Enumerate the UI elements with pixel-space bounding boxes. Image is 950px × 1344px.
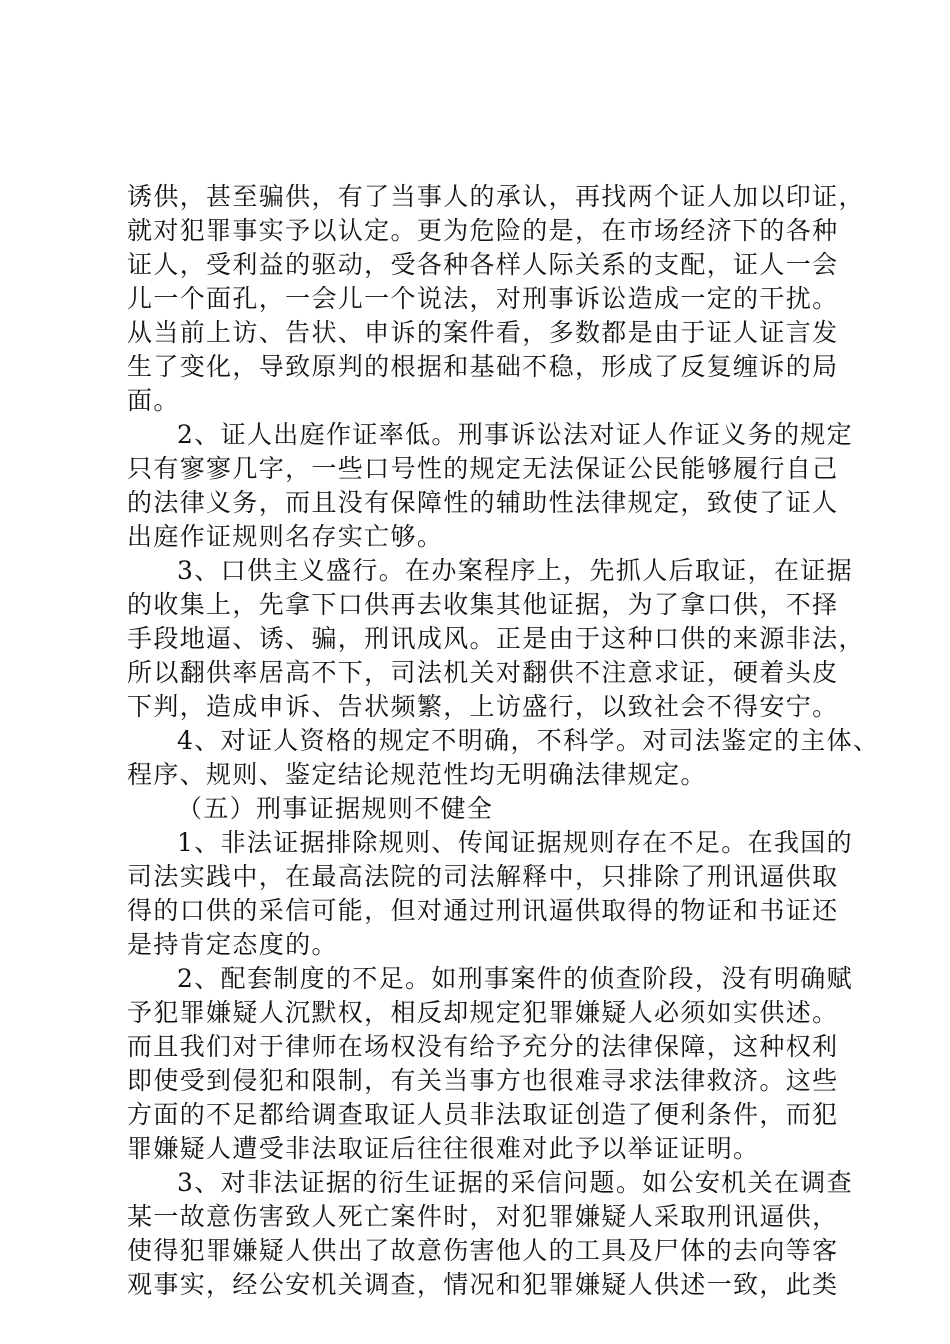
text-line: 面。 (127, 386, 180, 415)
text-line: 的法律义务，而且没有保障性的辅助性法律规定，致使了证人 (127, 488, 839, 517)
paragraph-start-line: 2、证人出庭作证率低。刑事诉讼法对证人作证义务的规定 (177, 420, 854, 449)
paragraph-start-line: 4、对证人资格的规定不明确，不科学。对司法鉴定的主体、 (177, 726, 880, 755)
text-line: 司法实践中，在最高法院的司法解释中，只排除了刑讯逼供取 (127, 862, 839, 891)
text-line: 予犯罪嫌疑人沉默权，相反却规定犯罪嫌疑人必须如实供述。 (127, 998, 839, 1027)
text-line: 从当前上访、告状、申诉的案件看，多数都是由于证人证言发 (127, 318, 839, 347)
text-line: 手段地逼、诱、骗，刑讯成风。正是由于这种口供的来源非法， (127, 624, 865, 653)
text-line: 的收集上，先拿下口供再去收集其他证据，为了拿口供，不择 (127, 590, 839, 619)
text-line: 就对犯罪事实予以认定。更为危险的是，在市场经济下的各种 (127, 216, 839, 245)
text-line: 是持肯定态度的。 (127, 930, 338, 959)
text-line: 而且我们对于律师在场权没有给予充分的法律保障，这种权利 (127, 1032, 839, 1061)
text-line: 儿一个面孔，一会儿一个说法，对刑事诉讼造成一定的干扰。 (127, 284, 839, 313)
paragraph-start-line: 3、对非法证据的衍生证据的采信问题。如公安机关在调查 (177, 1168, 854, 1197)
text-line: 下判，造成申诉、告状频繁，上访盛行，以致社会不得安宁。 (127, 692, 839, 721)
text-line: 诱供，甚至骗供，有了当事人的承认，再找两个证人加以印证， (127, 182, 865, 211)
text-line: 即使受到侵犯和限制，有关当事方也很难寻求法律救济。这些 (127, 1066, 839, 1095)
text-line: 出庭作证规则名存实亡够。 (127, 522, 444, 551)
text-line: 观事实，经公安机关调查，情况和犯罪嫌疑人供述一致，此类 (127, 1270, 839, 1299)
paragraph-start-line: 1、非法证据排除规则、传闻证据规则存在不足。在我国的 (177, 828, 854, 857)
text-line: 所以翻供率居高不下，司法机关对翻供不注意求证，硬着头皮 (127, 658, 839, 687)
paragraph-start-line: 3、口供主义盛行。在办案程序上，先抓人后取证，在证据 (177, 556, 854, 585)
text-line: 得的口供的采信可能，但对通过刑讯逼供取得的物证和书证还 (127, 896, 839, 925)
text-line: 方面的不足都给调查取证人员非法取证创造了便利条件，而犯 (127, 1100, 839, 1129)
paragraph-start-line: 2、配套制度的不足。如刑事案件的侦查阶段，没有明确赋 (177, 964, 854, 993)
text-line: 证人，受利益的驱动，受各种各样人际关系的支配，证人一会 (127, 250, 839, 279)
text-line: 程序、规则、鉴定结论规范性均无明确法律规定。 (127, 760, 707, 789)
section-heading: （五）刑事证据规则不健全 (177, 794, 494, 823)
text-line: 罪嫌疑人遭受非法取证后往往很难对此予以举证证明。 (127, 1134, 760, 1163)
text-line: 某一故意伤害致人死亡案件时，对犯罪嫌疑人采取刑讯逼供， (127, 1202, 839, 1231)
text-line: 使得犯罪嫌疑人供出了故意伤害他人的工具及尸体的去向等客 (127, 1236, 839, 1265)
text-line: 只有寥寥几字，一些口号性的规定无法保证公民能够履行自己 (127, 454, 839, 483)
text-line: 生了变化，导致原判的根据和基础不稳，形成了反复缠诉的局 (127, 352, 839, 381)
